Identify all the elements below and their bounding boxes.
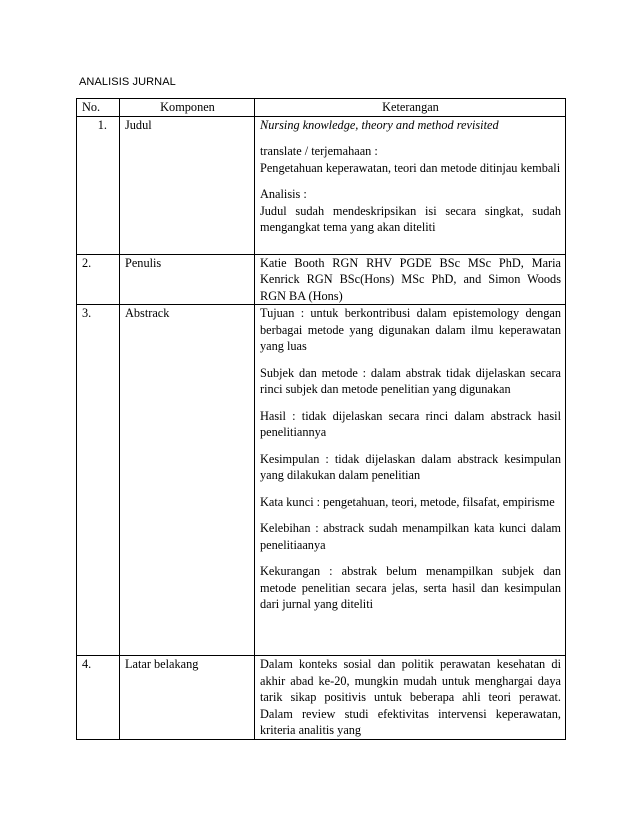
keterangan-paragraph: Pengetahuan keperawatan, teori dan metode ditinjau kembali bbox=[260, 160, 561, 175]
keterangan-paragraph: Hasil : tidak dijelaskan secara rinci dalam abstrack hasil penelitiannya bbox=[260, 408, 561, 439]
keterangan-paragraph: Kata kunci : pengetahuan, teori, metode, filsafat, empirisme bbox=[260, 494, 555, 509]
header-no: No. bbox=[77, 99, 120, 117]
row-keterangan bbox=[255, 305, 566, 656]
row-komponen: Penulis bbox=[120, 254, 255, 305]
keterangan-paragraph: Judul sudah mendeskripsikan isi secara singkat, sudah mengangkat tema yang akan diteliti bbox=[260, 203, 561, 234]
row-keterangan bbox=[255, 254, 566, 305]
keterangan-paragraph: Dalam konteks sosial dan politik perawatan kesehatan di akhir abad ke-20, mungkin mudah untuk menghargai daya tarik sikap positivis untuk beberapa ahli teori perawat. Dalam review studi efektivitas intervensi keperawatan, kriteria analitis yang bbox=[260, 657, 561, 737]
row-number: 1. bbox=[77, 116, 120, 254]
page-title: ANALISIS JURNAL bbox=[79, 76, 176, 88]
table-row bbox=[77, 116, 566, 254]
row-komponen: Abstrack bbox=[120, 305, 255, 656]
analysis-table bbox=[76, 98, 566, 740]
row-number: 4. bbox=[77, 656, 120, 740]
keterangan-paragraph: Analisis : bbox=[260, 187, 307, 201]
header-keterangan: Keterangan bbox=[255, 99, 566, 117]
row-number: 3. bbox=[77, 305, 120, 656]
table-row bbox=[77, 656, 566, 740]
row-keterangan bbox=[255, 116, 566, 254]
row-keterangan bbox=[255, 656, 566, 740]
table-row bbox=[77, 305, 566, 656]
row-komponen: Latar belakang bbox=[120, 656, 255, 740]
keterangan-paragraph: translate / terjemahaan : bbox=[260, 144, 378, 158]
header-komponen: Komponen bbox=[120, 99, 255, 117]
keterangan-paragraph: Katie Booth RGN RHV PGDE BSc MSc PhD, Maria Kenrick RGN BSc(Hons) MSc PhD, and Simon Woods RGN BA (Hons) bbox=[260, 255, 561, 303]
keterangan-paragraph: Kekurangan : abstrak belum menampilkan subjek dan metode penelitian secara jelas, serta hasil dan kesimpulan dari jurnal yang diteliti bbox=[260, 564, 561, 611]
keterangan-paragraph: Kesimpulan : tidak dijelaskan dalam abstrack kesimpulan yang dilakukan dalam penelitian bbox=[260, 451, 561, 482]
keterangan-paragraph: Nursing knowledge, theory and method revisited bbox=[260, 117, 499, 132]
keterangan-paragraph: Kelebihan : abstrack sudah menampilkan kata kunci dalam penelitiaanya bbox=[260, 521, 561, 552]
keterangan-paragraph: Subjek dan metode : dalam abstrak tidak dijelaskan secara rinci subjek dan metode penelitian yang digunakan bbox=[260, 365, 561, 396]
table-row bbox=[77, 254, 566, 305]
keterangan-paragraph: Tujuan : untuk berkontribusi dalam epistemology dengan berbagai metode yang digunakan dalam ilmu keperawatan yang luas bbox=[260, 306, 561, 353]
row-komponen: Judul bbox=[120, 116, 255, 254]
row-number: 2. bbox=[77, 254, 120, 305]
table-header-row bbox=[77, 99, 566, 117]
